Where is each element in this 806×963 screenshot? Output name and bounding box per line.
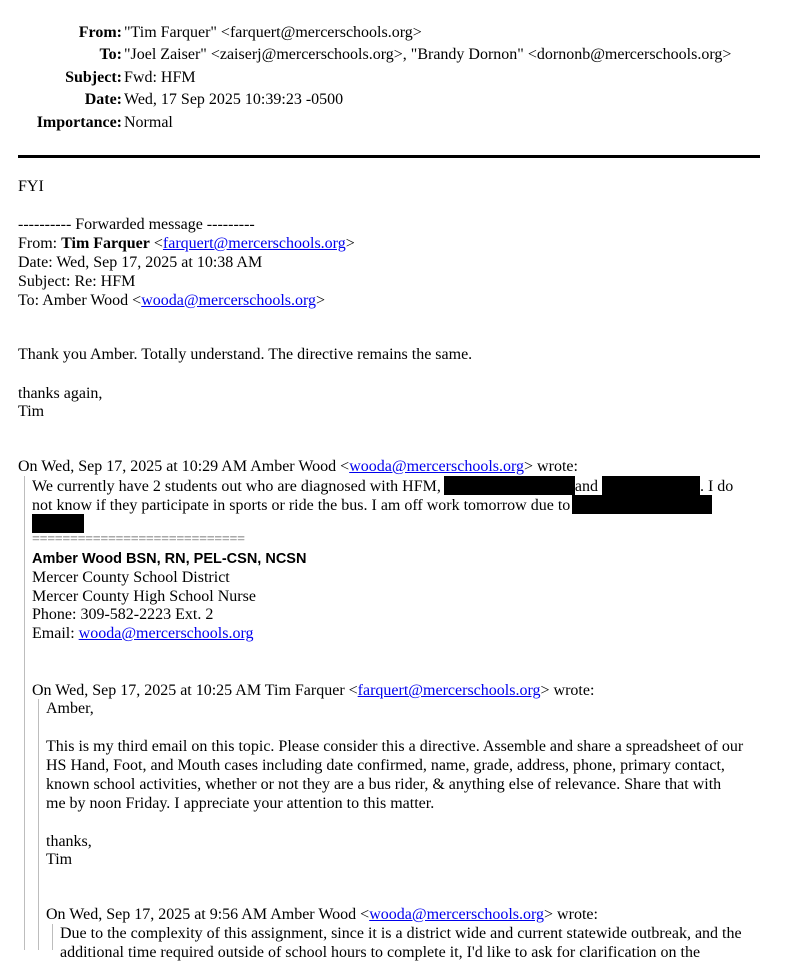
quote1-attribution	[18, 457, 578, 477]
sig-phone: Phone: 309-582-2223 Ext. 2	[32, 606, 214, 623]
header-date-value: Wed, 17 Sep 2025 10:39:23 -0500	[124, 91, 344, 108]
header-importance-value: Normal	[124, 114, 173, 131]
quote1-line1-and: and	[574, 478, 598, 495]
sig-title: Mercer County High School Nurse	[32, 588, 256, 605]
quote1-line1-a: We currently have 2 students out who are diagnosed with HFM,	[32, 478, 441, 495]
sig-name: Amber Wood BSN, RN, PEL-CSN, NCSN	[32, 551, 307, 567]
header-subject-label: Subject:	[65, 69, 122, 86]
sig-separator: ============================	[32, 532, 245, 547]
fwd-from-email-link[interactable]: farquert@mercerschools.org	[162, 235, 346, 252]
sign-tim: Tim	[18, 403, 45, 420]
header-divider	[18, 155, 760, 158]
quote1-bar	[24, 476, 25, 950]
quote3-attribution	[46, 905, 598, 925]
header-date-label: Date:	[84, 91, 122, 108]
quote2-thanks: thanks,	[46, 833, 92, 850]
quote2-p1: This is my third email on this topic. Please consider this a directive. Assemble and share a spreadsheet of our	[46, 738, 744, 755]
quote3-bar	[52, 924, 53, 950]
header-subject-value: Fwd: HFM	[124, 69, 196, 86]
quote2-sign: Tim	[46, 851, 73, 868]
redaction-block	[572, 495, 712, 514]
header-from-label: From:	[78, 24, 122, 41]
fwd-to-prefix: To: Amber Wood <	[18, 292, 142, 309]
quote2-greeting: Amber,	[46, 700, 94, 717]
thanks-again: thanks again,	[18, 385, 103, 402]
quote1-line2	[32, 495, 712, 516]
quote2-p4: me by noon Friday. I appreciate your attention to this matter.	[46, 795, 435, 812]
quote1-line2-text: not know if they participate in sports or ride the bus. I am off work tomorrow due to	[32, 497, 571, 514]
reply-line: Thank you Amber. Totally understand. The directive remains the same.	[18, 346, 473, 363]
fwd-from-line: From: Tim Farquer <farquert@mercerschools.org>	[18, 235, 355, 252]
fwd-from-prefix: From:	[18, 235, 62, 252]
sig-email-link[interactable]: wooda@mercerschools.org	[78, 625, 254, 642]
quote3-attrib-prefix: On Wed, Sep 17, 2025 at 9:56 AM Amber Wood <	[46, 906, 370, 923]
quote2-attribution	[32, 681, 594, 701]
quote1-line1	[32, 476, 733, 497]
fwd-date-line: Date: Wed, Sep 17, 2025 at 10:38 AM	[18, 254, 263, 271]
quote2-p2: HS Hand, Foot, and Mouth cases including date confirmed, name, grade, address, phone, primary contact,	[46, 757, 725, 774]
sig-email-line	[32, 624, 254, 644]
redaction-block	[444, 476, 575, 495]
redaction-block	[602, 476, 700, 495]
quote3-attrib-suffix: > wrote:	[544, 906, 598, 923]
quote1-line1-end: . I do	[699, 478, 734, 495]
quote2-attrib-prefix: On Wed, Sep 17, 2025 at 10:25 AM Tim Farquer <	[32, 682, 358, 699]
sig-email-prefix: Email:	[32, 625, 79, 642]
quote3-p2: additional time required outside of school hours to complete it, I'd like to ask for clarification on the	[60, 944, 701, 961]
fwd-to-email-link[interactable]: wooda@mercerschools.org	[141, 292, 317, 309]
fwd-to-line: To: Amber Wood <wooda@mercerschools.org>	[18, 292, 326, 309]
quote3-p1: Due to the complexity of this assignment, since it is a district wide and current statewide outbreak, and the	[60, 925, 742, 942]
quote2-attrib-email-link[interactable]: farquert@mercerschools.org	[357, 682, 541, 699]
quote1-attrib-suffix: > wrote:	[524, 458, 578, 475]
forwarded-banner: ---------- Forwarded message ---------	[18, 216, 255, 233]
sig-district: Mercer County School District	[32, 569, 230, 586]
quote2-bar	[38, 699, 39, 950]
header-importance-label: Importance:	[36, 114, 122, 131]
quote1-attrib-email-link[interactable]: wooda@mercerschools.org	[349, 458, 525, 475]
header-from-value: "Tim Farquer" <farquert@mercerschools.org>	[124, 24, 422, 41]
fyi-text: FYI	[18, 178, 44, 195]
quote2-attrib-suffix: > wrote:	[540, 682, 595, 699]
quote2-p3: known school activities, whether or not they are a bus rider, & anything else of relevance. Share that with	[46, 776, 722, 793]
fwd-from-name: Tim Farquer	[61, 235, 150, 252]
quote1-attrib-prefix: On Wed, Sep 17, 2025 at 10:29 AM Amber Wood <	[18, 458, 350, 475]
header-to-label: To:	[99, 46, 122, 63]
quote3-attrib-email-link[interactable]: wooda@mercerschools.org	[369, 906, 545, 923]
header-to-value: "Joel Zaiser" <zaiserj@mercerschools.org>, "Brandy Dornon" <dornonb@mercerschools.org>	[124, 46, 732, 63]
fwd-subject-line: Subject: Re: HFM	[18, 273, 136, 290]
